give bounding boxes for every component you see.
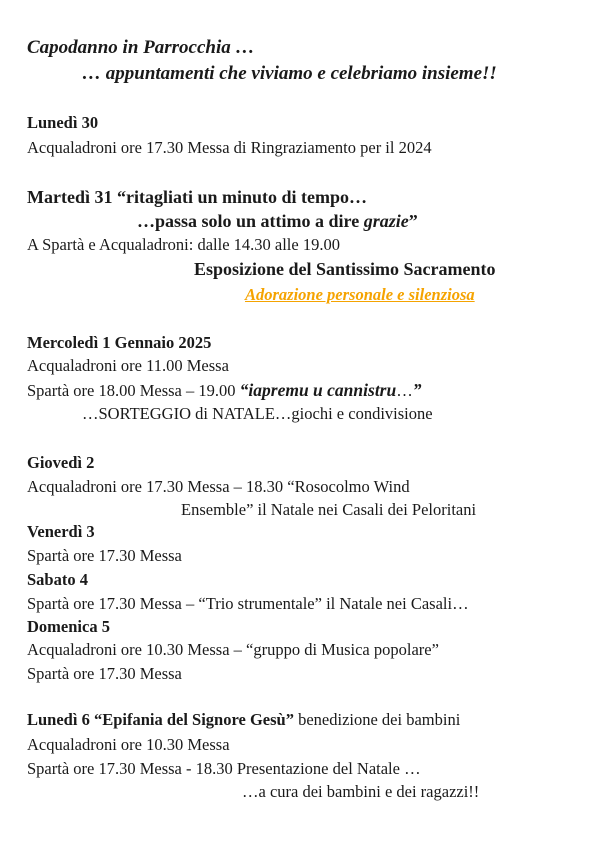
quote-text: …passa solo un attimo a dire [137, 211, 364, 231]
event-line: …a cura dei bambini e dei ragazzi!! [242, 782, 480, 801]
header-subtitle: … appuntamenti che viviamo e celebriamo insieme!! [82, 63, 497, 84]
day-heading-fri3: Venerdì 3 [27, 522, 95, 541]
event-line: Spartà ore 17.30 Messa – “Trio strumentale” il Natale nei Casali… [27, 594, 469, 613]
event-line: Acqualadroni ore 10.30 Messa – “gruppo di Musica popolare” [27, 640, 439, 659]
event-text: Spartà ore 18.00 Messa – 19.00 [27, 381, 240, 400]
day-heading-thu2: Giovedì 2 [27, 453, 95, 472]
day-label: Martedì 31 [27, 187, 113, 207]
quote-line: “ritagliati un minuto di tempo… [112, 187, 367, 207]
event-emphasis: “iapremu u cannistru [239, 380, 397, 400]
event-line: Acqualadroni ore 17.30 Messa – 18.30 “Rosocolmo Wind [27, 477, 410, 496]
event-line: …SORTEGGIO di NATALE…giochi e condivisione [82, 404, 433, 423]
event-line [27, 380, 421, 401]
adoration-title: Esposizione del Santissimo Sacramento [194, 259, 496, 279]
day-label: Lunedì 6 “Epifania del Signore Gesù” [27, 710, 294, 729]
header-title: Capodanno in Parrocchia … [27, 37, 255, 58]
event-line: A Spartà e Acqualadroni: dalle 14.30 alle 19.00 [27, 235, 340, 254]
day-heading-wed1: Mercoledì 1 Gennaio 2025 [27, 333, 212, 352]
event-line: Acqualadroni ore 11.00 Messa [27, 356, 229, 375]
day-heading-tue31 [27, 187, 367, 207]
day-heading-mon6 [27, 710, 460, 730]
event-line: Spartà ore 17.30 Messa - 18.30 Presentazione del Natale … [27, 759, 421, 778]
event-quote-close: ” [412, 380, 422, 400]
day-heading-sun5: Domenica 5 [27, 617, 110, 636]
quote-line-2 [137, 211, 418, 231]
quote-close: ” [408, 211, 418, 231]
quote-emphasis: grazie [363, 211, 409, 231]
day-heading-mon30: Lunedì 30 [27, 113, 99, 132]
day-note: benedizione dei bambini [293, 710, 461, 729]
event-ellipsis: … [396, 381, 413, 400]
adoration-subtitle: Adorazione personale e silenziosa [245, 285, 475, 304]
event-line: Spartà ore 17.30 Messa [27, 546, 182, 565]
event-line: Acqualadroni ore 10.30 Messa [27, 735, 230, 754]
event-line: Spartà ore 17.30 Messa [27, 664, 182, 683]
event-line: Acqualadroni ore 17.30 Messa di Ringraziamento per il 2024 [27, 138, 432, 157]
day-heading-sat4: Sabato 4 [27, 570, 88, 589]
event-line: Ensemble” il Natale nei Casali dei Peloritani [181, 500, 477, 519]
